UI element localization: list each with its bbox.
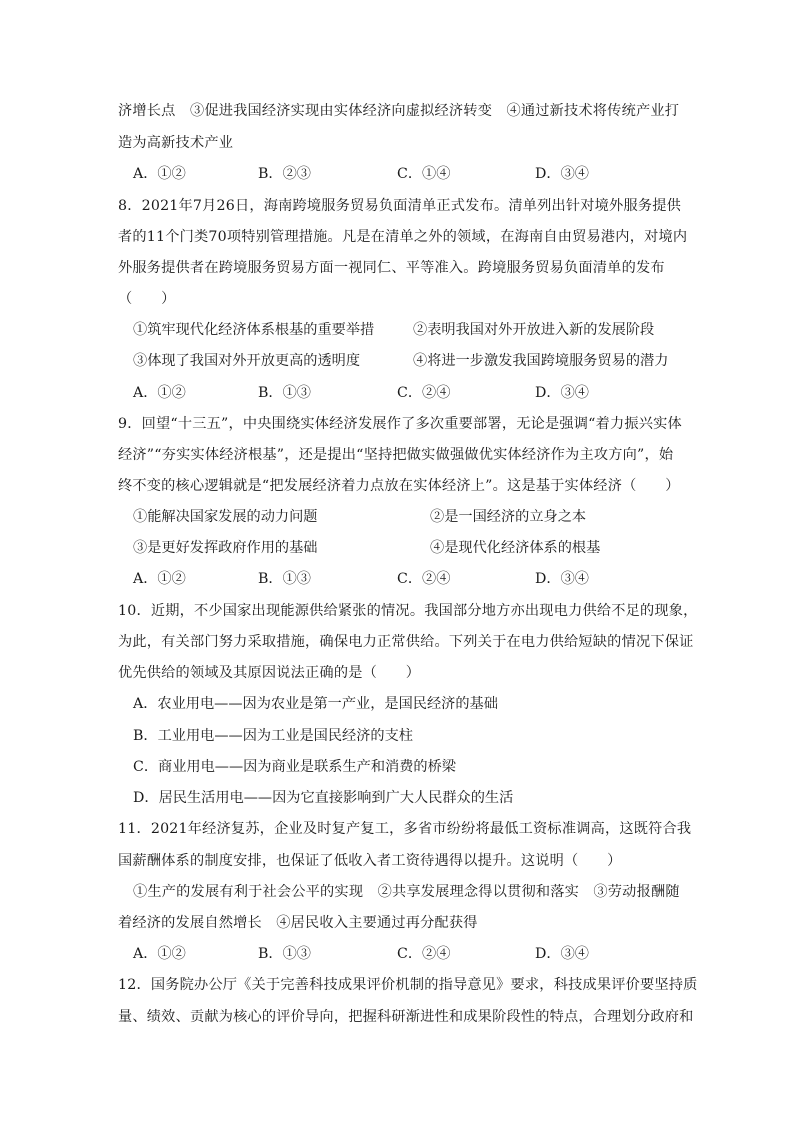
q9-statement-2: ②是一国经济的立身之本 [430,509,587,525]
q11-line-1: 11．2021年经济复苏，企业及时复产复工，多省市纷纷将最低工资标准调高，这既符合我 [118,821,692,837]
q9-statement-4: ④是现代化经济体系的根基 [430,540,601,556]
q7-line-1: 济增长点 ③促进我国经济实现由实体经济向虚拟经济转变 ④通过新技术将传统产业打 [118,103,680,119]
q10-option-b: B．工业用电——因为工业是国民经济的支柱 [133,728,413,744]
q11-line-3: ①生产的发展有利于社会公平的实现 ②共享发展理念得以贯彻和落实 ③劳动报酬随 [133,884,680,900]
q10-option-d: D．居民生活用电——因为它直接影响到广大人民群众的生活 [133,790,514,806]
q8-option-c: C．②④ [397,385,451,401]
q12-line-2: 量、绩效、贡献为核心的评价导向，把握科研渐进性和成果阶段性的特点，合理划分政府和 [118,1009,694,1025]
q10-option-c: C．商业用电——因为商业是联系生产和消费的桥梁 [133,759,456,775]
q7-option-d: D．③④ [535,166,589,182]
q8-option-d: D．③④ [535,385,589,401]
q11-option-d: D．③④ [535,946,589,962]
q10-line-2: 为此，有关部门努力采取措施，确保电力正常供给。下列关于在电力供给短缺的情况下保证 [118,634,694,650]
q7-option-b: B．②③ [258,166,311,182]
q7-line-2: 造为高新技术产业 [118,135,234,151]
q8-line-2: 者的11个门类70项特别管理措施。凡是在清单之外的领域，在海南自由贸易港内，对境内 [118,229,688,245]
q9-option-d: D．③④ [535,571,589,587]
q10-line-3: 优先供给的领域及其原因说法正确的是（ ） [118,665,421,681]
q8-statement-3: ③体现了我国对外开放更高的透明度 [133,353,361,369]
q11-option-b: B．①③ [258,946,311,962]
q11-line-2: 国薪酬体系的制度安排，也保证了低收入者工资待遇得以提升。这说明（ ） [118,853,622,869]
q8-option-b: B．①③ [258,385,311,401]
q9-option-c: C．②④ [397,571,451,587]
q9-option-b: B．①③ [258,571,311,587]
q9-option-a: A．①② [133,571,186,587]
q8-statement-4: ④将进一步激发我国跨境服务贸易的潜力 [413,353,669,369]
q9-statement-1: ①能解决国家发展的动力问题 [133,509,318,525]
q8-statement-1: ①筑牢现代化经济体系根基的重要举措 [133,322,375,338]
q9-line-3: 终不变的核心逻辑就是“把发展经济着力点放在实体经济上”。这是基于实体经济（ ） [118,478,680,494]
q7-option-c: C．①④ [397,166,451,182]
q11-option-a: A．①② [133,946,186,962]
q8-answer-blank: （ ） [118,291,176,307]
q8-line-3: 外服务提供者在跨境服务贸易方面一视同仁、平等准入。跨境服务贸易负面清单的发布 [118,260,665,276]
q9-statement-3: ③是更好发挥政府作用的基础 [133,540,318,556]
q10-line-1: 10．近期，不少国家出现能源供给紧张的情况。我国部分地方亦出现电力供给不足的现象， [118,603,698,619]
q10-option-a: A．农业用电——因为农业是第一产业，是国民经济的基础 [133,696,498,712]
q12-line-1: 12．国务院办公厅《关于完善科技成果评价机制的指导意见》要求，科技成果评价要坚持质 [118,977,698,993]
q11-option-c: C．②④ [397,946,451,962]
q8-line-1: 8．2021年7月26日，海南跨境服务贸易负面清单正式发布。清单列出针对境外服务提供 [118,198,681,214]
q9-line-2: 经济”“夯实实体经济根基”，还是提出“坚持把做实做强做优实体经济作为主攻方向”，始 [118,447,674,463]
q8-option-a: A．①② [133,385,186,401]
q8-statement-2: ②表明我国对外开放进入新的发展阶段 [413,322,655,338]
q7-option-a: A．①② [133,166,186,182]
q11-line-4: 着经济的发展自然增长 ④居民收入主要通过再分配获得 [118,915,478,931]
q9-line-1: 9．回望“十三五”，中央围绕实体经济发展作了多次重要部署，无论是强调“着力振兴实体 [118,416,682,432]
